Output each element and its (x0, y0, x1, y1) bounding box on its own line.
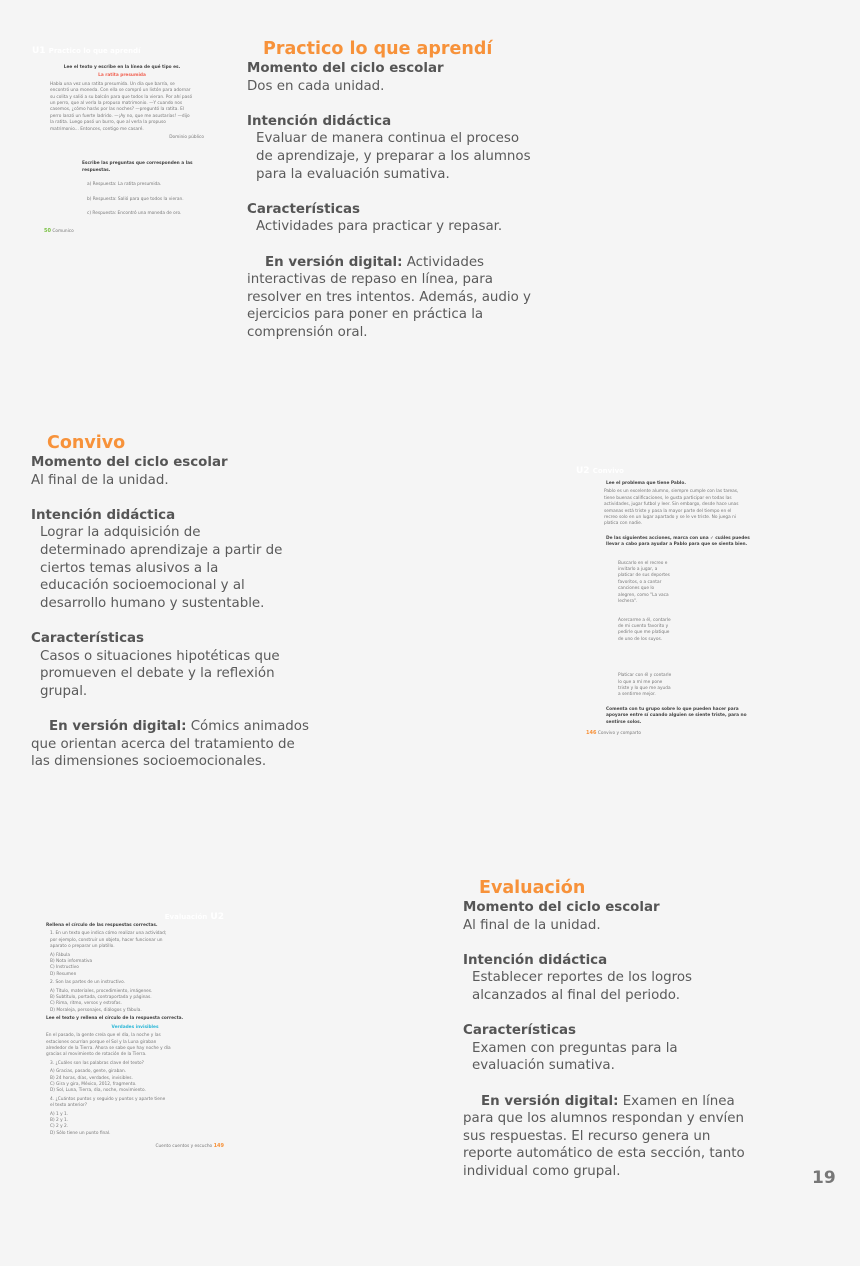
digital-desc: Examen en línea para que los alumnos respondan y envíen sus respuestas. El recurso genera un reporte automático de esta sección, tanto individual como grupal. (463, 1093, 745, 1179)
page-number: 19 (812, 1168, 836, 1188)
thumb-answer: a) Respuesta: La ratita presumida. (87, 182, 162, 188)
intent-label: Intención didáctica (31, 507, 176, 523)
thumb-page-number: 50 (44, 227, 51, 234)
intent-label: Intención didáctica (463, 952, 608, 968)
digital-text (463, 1093, 753, 1181)
section-title: Practico lo que aprendí (263, 39, 493, 59)
section-practico (247, 38, 547, 342)
features-label: Características (463, 1023, 577, 1039)
thumbnail-evaluacion-page (46, 912, 224, 1153)
thumb-story-title: Verdades invisibles (111, 1024, 159, 1030)
thumb-header: Evaluación U2 (164, 912, 224, 922)
thumb-header: U1 Practico lo que aprendí (32, 46, 141, 56)
intent-text: Establecer reportes de los logros alcanzados al final del periodo. (472, 970, 693, 1003)
thumb-footer: Cuento cuentos y escucho (155, 1144, 213, 1150)
digital-text (31, 718, 311, 771)
features-text: Examen con preguntas para la evaluación sumativa. (472, 1040, 678, 1074)
thumb-page-number: 149 (213, 1143, 224, 1150)
thumbnail-convivo-page (576, 466, 756, 739)
digital-label: En versión digital: (49, 718, 187, 734)
thumb-header: U2 Convivo (576, 466, 624, 476)
section-title: Evaluación (479, 878, 586, 898)
thumb-footer: Convivo y comparto (597, 730, 641, 736)
intent-label: Intención didáctica (247, 113, 392, 129)
thumb-task: De las siguientes acciones, marca con una ✓ cuáles puedes llevar a cabo para ayudar a Pablo para que se sienta bien. (606, 535, 750, 548)
thumb-instruction-2: Lee el texto y rellena el círculo de la respuesta correcta. (46, 1016, 184, 1022)
thumb-page-number: 146 (586, 729, 597, 736)
features-label: Características (247, 201, 361, 217)
thumbnail-practico-page (32, 46, 212, 237)
thumb-instruction: Lee el texto y escribe en la línea de qué tipo es. (63, 65, 181, 70)
thumb-story: En el pasado, la gente creía que el día, la noche y las estaciones ocurrían porque el Sol y la Luna giraban alrededor de la Tierra. Ahora se sabe que hay noche y día gracias al movimiento de rotación de la Tierra. (46, 1033, 171, 1058)
intent-text: Lograr la adquisición de determinado aprendizaje a partir de ciertos temas alusivos a la educación socioemocional y al desarrollo humano y sustentable. (40, 525, 283, 611)
thumb-story: Pablo es un excelente alumno, siempre cumple con las tareas, tiene buenas calificaciones, le gusta participar en todas las actividades, jugar futbol y leer. Sin embargo, desde hace unas semanas está triste y pasa la mayor parte del tiempo en el recreo solo en un lugar apartado y se le ve triste. No juega ni platica con nadie. (604, 489, 739, 527)
digital-label: En versión digital: (481, 1093, 619, 1109)
moment-label: Momento del ciclo escolar (31, 455, 228, 470)
moment-label: Momento del ciclo escolar (247, 61, 444, 76)
thumb-footer: Comunico (52, 228, 74, 234)
section-evaluacion (463, 877, 763, 1181)
thumb-option: Buscarlo en el recreo e invitarlo a jugar, a platicar de sus deportes favoritos, o a cantar canciones que lo alegren, como "La vaca lechera". (618, 560, 670, 605)
thumb-answer: c) Respuesta: Encontró una moneda de oro. (87, 211, 182, 217)
digital-label: En versión digital: (265, 254, 403, 270)
thumb-source: Dominio público (169, 135, 204, 141)
thumb-instruction: Rellena el círculo de las respuestas correctas. (46, 923, 158, 928)
section-title: Convivo (47, 433, 126, 453)
digital-desc: Cómics animados que orientan acerca del tratamiento de las dimensiones socioemocionales. (31, 718, 309, 770)
thumb-q-instruction: Escribe las preguntas que corresponden a las respuestas. (82, 161, 193, 173)
intent-text: Evaluar de manera continua el proceso de aprendizaje, y preparar a los alumnos para la evaluación sumativa. (256, 131, 531, 182)
section-convivo (31, 432, 316, 771)
thumb-questions: 1. En un texto que indica cómo realizar una actividad; por ejemplo, construir un objeto, hacer funcionar un aparato o preparar un platillo. A) Fábula B) Nota informativa C) Instructivo D) Resumen 2. Son las partes de un instructivo. A) Título, materiales, procedimiento, imágenes. B) Subtítulo, portada, contraportada y páginas. C) Rima, ritmo, versos y estrofas. D) Moraleja, personajes, diálogos y fábula. (50, 931, 167, 1013)
thumb-story: Había una vez una ratita presumida. Un día que barría, se encontró una moneda. Con ella se compró un listón para adornar su colita y salió a su balcón para que todos la vieran. Por ahí pasó un perro, que al verla la propuso matrimonio. —Y cuando nos casemos, ¿cómo harás por las noches? —preguntó la ratita. El perro lanzó un fuerte ladrido. —¡Ay no, que me asustarías! —dijo la ratita. Luego pasó un burro, que al verla la propuso matrimonio... Entonces, contigo me casaré. (50, 81, 193, 132)
thumb-instruction: Lee el problema que tiene Pablo. (606, 481, 686, 486)
moment-label: Momento del ciclo escolar (463, 900, 660, 915)
features-label: Características (31, 630, 145, 646)
thumb-option: Platicar con él y contarle lo que a mí me pone triste y lo que me ayuda a sentirme mejor. (618, 673, 672, 698)
moment-text: Dos en cada unidad. (247, 78, 385, 94)
digital-desc: Actividades interactivas de repaso en línea, para resolver en tres intentos. Además, audio y ejercicios para poner en práctica la comprensión oral. (247, 254, 531, 340)
thumb-option: Acercarme a él, contarle de mi cuento favorito y pedirle que me platique de uno de los suyos. (618, 617, 671, 642)
thumb-story-title: La ratita presumida (98, 73, 146, 79)
features-text: Casos o situaciones hipotéticas que promueven el debate y la reflexión grupal. (40, 648, 280, 699)
features-text: Actividades para practicar y repasar. (256, 219, 503, 235)
thumb-questions-2: 3. ¿Cuáles son las palabras clave del texto? A) Gracias, pasado, gente, giraban. B) 24 horas, días, verdades, invisibles. C) Gira y gira, México, 2012, fragmento. D) Sol, Luna, Tierra, día, noche, movimiento. 4. ¿Cuántos puntos y seguido y puntos y aparte tiene el texto anterior? A) 1 y 1. B) 2 y 1. C) 2 y 2. D) Sólo tiene un punto final. (50, 1060, 166, 1136)
digital-text (247, 254, 537, 342)
thumb-answer: b) Respuesta: Salió para que todos la vieran. (87, 196, 184, 202)
moment-text: Al final de la unidad. (31, 472, 169, 488)
moment-text: Al final de la unidad. (463, 917, 601, 933)
thumb-closing: Comenta con tu grupo sobre lo que pueden hacer para apoyarse entre sí cuando alguien se siente triste, para no sentirse solos. (606, 706, 747, 725)
